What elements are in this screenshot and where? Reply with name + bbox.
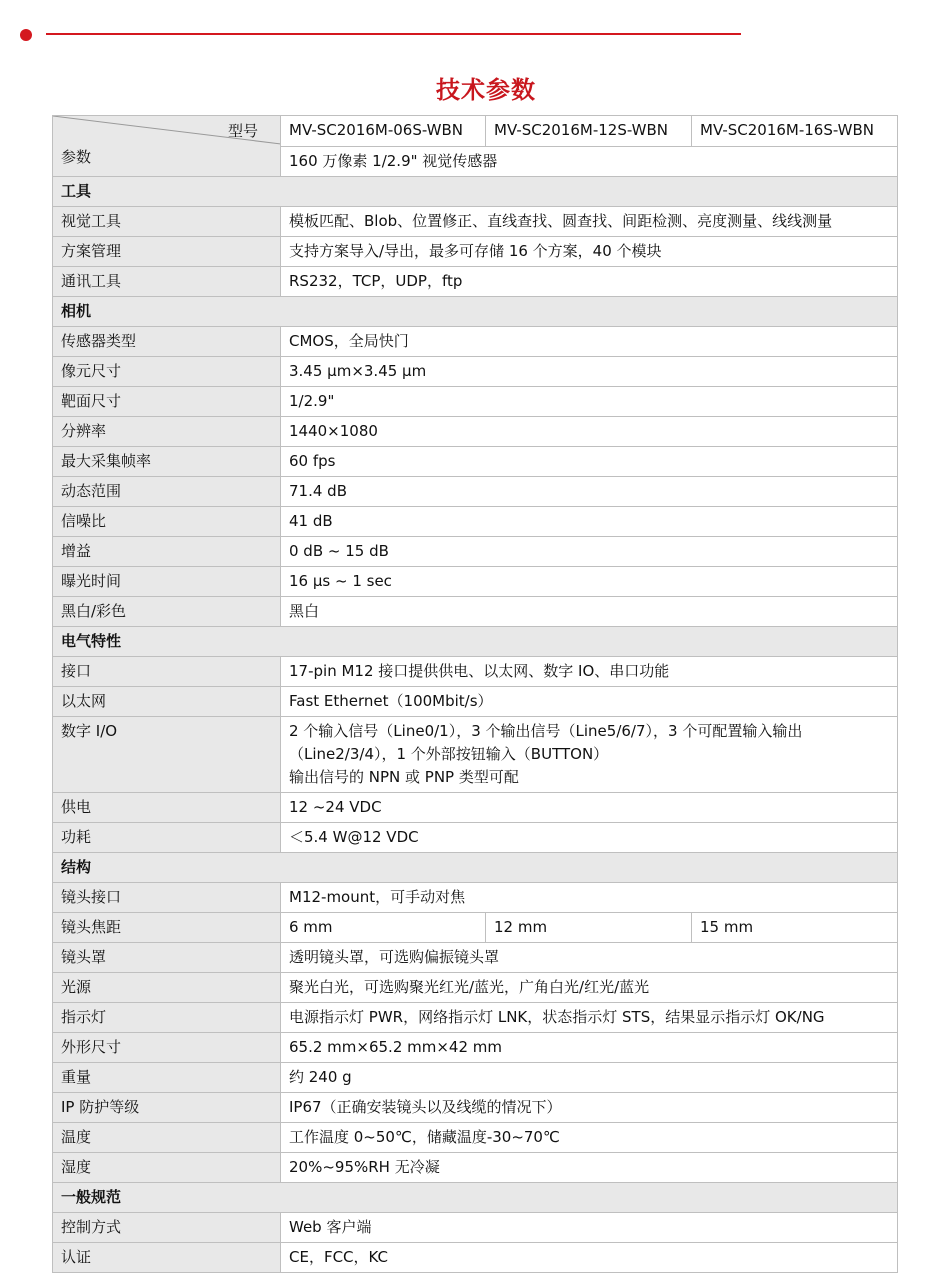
- section-title: 相机: [53, 297, 898, 327]
- spec-value-text: 1440×1080: [289, 422, 378, 440]
- spec-key: 以太网: [53, 687, 281, 717]
- spec-key: 外形尺寸: [53, 1033, 281, 1063]
- spec-row: [53, 823, 898, 853]
- spec-value-text: 输出信号的 NPN 或 PNP 类型可配: [289, 768, 519, 786]
- spec-row: [53, 417, 898, 447]
- spec-row: [53, 1033, 898, 1063]
- spec-row: [53, 657, 898, 687]
- spec-key: 靶面尺寸: [53, 387, 281, 417]
- spec-value: [281, 507, 898, 537]
- spec-row: [53, 387, 898, 417]
- model-name: MV-SC2016M-16S-WBN: [692, 116, 898, 147]
- spec-value: [281, 973, 898, 1003]
- spec-row: [53, 327, 898, 357]
- spec-row: [53, 1213, 898, 1243]
- spec-key: 黑白/彩色: [53, 597, 281, 627]
- section-row: [53, 1183, 898, 1213]
- spec-key: 分辨率: [53, 417, 281, 447]
- spec-value-text: 模板匹配、Blob、位置修正、直线查找、圆查找、间距检测、亮度测量、线线测量: [289, 212, 833, 230]
- spec-value: 12 mm: [486, 913, 692, 943]
- model-name: MV-SC2016M-12S-WBN: [486, 116, 692, 147]
- spec-key: 光源: [53, 973, 281, 1003]
- section-title: 电气特性: [53, 627, 898, 657]
- spec-table: [52, 115, 898, 1273]
- spec-value: [281, 657, 898, 687]
- spec-value-text: 0 dB ~ 15 dB: [289, 542, 389, 560]
- spec-value-text: ＜5.4 W@12 VDC: [289, 828, 419, 846]
- page-title: 技术参数: [436, 76, 536, 104]
- spec-value: [281, 237, 898, 267]
- spec-value-text: 聚光白光，可选购聚光红光/蓝光，广角白光/红光/蓝光: [289, 978, 650, 996]
- spec-row: [53, 943, 898, 973]
- spec-value-text: 透明镜头罩，可选购偏振镜头罩: [289, 948, 500, 966]
- spec-value: [281, 477, 898, 507]
- section-row: [53, 177, 898, 207]
- spec-key: 镜头焦距: [53, 913, 281, 943]
- spec-row: [53, 597, 898, 627]
- spec-value-text: 支持方案导入/导出，最多可存储 16 个方案，40 个模块: [289, 242, 662, 260]
- spec-row: [53, 507, 898, 537]
- spec-row: [53, 883, 898, 913]
- spec-value-text: 41 dB: [289, 512, 333, 530]
- spec-value-text: 电源指示灯 PWR，网络指示灯 LNK，状态指示灯 STS，结果显示指示灯 OK/NG: [289, 1008, 825, 1026]
- param-label: 参数: [61, 148, 92, 166]
- spec-row: [53, 537, 898, 567]
- spec-value: [281, 943, 898, 973]
- spec-value: [281, 207, 898, 237]
- spec-value-text: 2 个输入信号（Line0/1），3 个输出信号（Line5/6/7），3 个可配置输入输出（Line2/3/4），1 个外部按钮输入（BUTTON）: [289, 722, 803, 763]
- spec-value: [281, 1153, 898, 1183]
- spec-value: [281, 1063, 898, 1093]
- spec-key: 接口: [53, 657, 281, 687]
- header-row-models: [53, 116, 898, 147]
- spec-row: [53, 1093, 898, 1123]
- spec-key: 供电: [53, 793, 281, 823]
- spec-key: 动态范围: [53, 477, 281, 507]
- spec-key: 方案管理: [53, 237, 281, 267]
- spec-value-text: CE，FCC，KC: [289, 1248, 389, 1266]
- header-diagonal-cell: [53, 116, 281, 177]
- spec-value: [281, 793, 898, 823]
- spec-value: [281, 1093, 898, 1123]
- spec-row: [53, 1123, 898, 1153]
- section-title: 结构: [53, 853, 898, 883]
- spec-row: [53, 687, 898, 717]
- spec-key: IP 防护等级: [53, 1093, 281, 1123]
- spec-value-text: CMOS，全局快门: [289, 332, 409, 350]
- spec-row: [53, 1003, 898, 1033]
- spec-row: [53, 717, 898, 793]
- spec-value-text: 16 µs ~ 1 sec: [289, 572, 392, 590]
- spec-key: 数字 I/O: [53, 717, 281, 793]
- spec-value: [281, 327, 898, 357]
- spec-value-text: 1/2.9": [289, 392, 335, 410]
- header-rule: [46, 33, 741, 35]
- section-row: [53, 853, 898, 883]
- spec-value: 6 mm: [281, 913, 486, 943]
- spec-value-text: Fast Ethernet（100Mbit/s）: [289, 692, 493, 710]
- spec-value: [281, 597, 898, 627]
- spec-value: [281, 537, 898, 567]
- header-dot-ornament: [20, 29, 32, 41]
- spec-key: 视觉工具: [53, 207, 281, 237]
- spec-row: [53, 913, 898, 943]
- spec-value: [281, 267, 898, 297]
- spec-value-text: 12 ~24 VDC: [289, 798, 382, 816]
- spec-value: [281, 1243, 898, 1273]
- spec-value-text: 20%~95%RH 无冷凝: [289, 1158, 440, 1176]
- spec-value-text: M12-mount，可手动对焦: [289, 888, 466, 906]
- spec-value-text: 71.4 dB: [289, 482, 347, 500]
- spec-value: [281, 717, 898, 793]
- spec-key: 认证: [53, 1243, 281, 1273]
- spec-value: [281, 447, 898, 477]
- spec-key: 镜头罩: [53, 943, 281, 973]
- spec-key: 曝光时间: [53, 567, 281, 597]
- spec-value-text: 60 fps: [289, 452, 336, 470]
- spec-row: [53, 207, 898, 237]
- spec-key: 湿度: [53, 1153, 281, 1183]
- model-name: MV-SC2016M-06S-WBN: [281, 116, 486, 147]
- spec-value: 15 mm: [692, 913, 898, 943]
- spec-value: [281, 387, 898, 417]
- spec-row: [53, 1063, 898, 1093]
- spec-row: [53, 793, 898, 823]
- spec-row: [53, 477, 898, 507]
- spec-value-text: 约 240 g: [289, 1068, 352, 1086]
- spec-value: [281, 1033, 898, 1063]
- spec-value: [281, 1003, 898, 1033]
- spec-key: 像元尺寸: [53, 357, 281, 387]
- spec-value: [281, 357, 898, 387]
- spec-value: [281, 567, 898, 597]
- section-title: 工具: [53, 177, 898, 207]
- spec-value: [281, 883, 898, 913]
- spec-value: [281, 1213, 898, 1243]
- section-row: [53, 627, 898, 657]
- spec-row: [53, 1153, 898, 1183]
- spec-value-text: 工作温度 0~50℃，储藏温度-30~70℃: [289, 1128, 560, 1146]
- spec-value-text: 黑白: [289, 602, 320, 620]
- spec-value: [281, 687, 898, 717]
- section-title: 一般规范: [53, 1183, 898, 1213]
- spec-value-text: RS232，TCP，UDP，ftp: [289, 272, 463, 290]
- spec-key: 通讯工具: [53, 267, 281, 297]
- spec-key: 功耗: [53, 823, 281, 853]
- spec-value: [281, 417, 898, 447]
- spec-key: 增益: [53, 537, 281, 567]
- spec-key: 温度: [53, 1123, 281, 1153]
- spec-row: [53, 973, 898, 1003]
- spec-row: [53, 1243, 898, 1273]
- spec-key: 最大采集帧率: [53, 447, 281, 477]
- spec-value-text: 17-pin M12 接口提供供电、以太网、数字 IO、串口功能: [289, 662, 670, 680]
- spec-row: [53, 447, 898, 477]
- spec-value-text: 65.2 mm×65.2 mm×42 mm: [289, 1038, 502, 1056]
- spec-key: 传感器类型: [53, 327, 281, 357]
- spec-value: [281, 1123, 898, 1153]
- spec-row: [53, 267, 898, 297]
- spec-key: 控制方式: [53, 1213, 281, 1243]
- spec-value-text: 3.45 µm×3.45 µm: [289, 362, 427, 380]
- spec-value-text: Web 客户端: [289, 1218, 372, 1236]
- spec-key: 镜头接口: [53, 883, 281, 913]
- spec-value-text: IP67（正确安装镜头以及线缆的情况下）: [289, 1098, 562, 1116]
- sensor-summary: 160 万像素 1/2.9" 视觉传感器: [281, 147, 898, 177]
- model-label: 型号: [227, 122, 258, 140]
- spec-key: 信噪比: [53, 507, 281, 537]
- spec-row: [53, 237, 898, 267]
- spec-key: 重量: [53, 1063, 281, 1093]
- spec-row: [53, 567, 898, 597]
- section-row: [53, 297, 898, 327]
- spec-key: 指示灯: [53, 1003, 281, 1033]
- spec-row: [53, 357, 898, 387]
- spec-value: [281, 823, 898, 853]
